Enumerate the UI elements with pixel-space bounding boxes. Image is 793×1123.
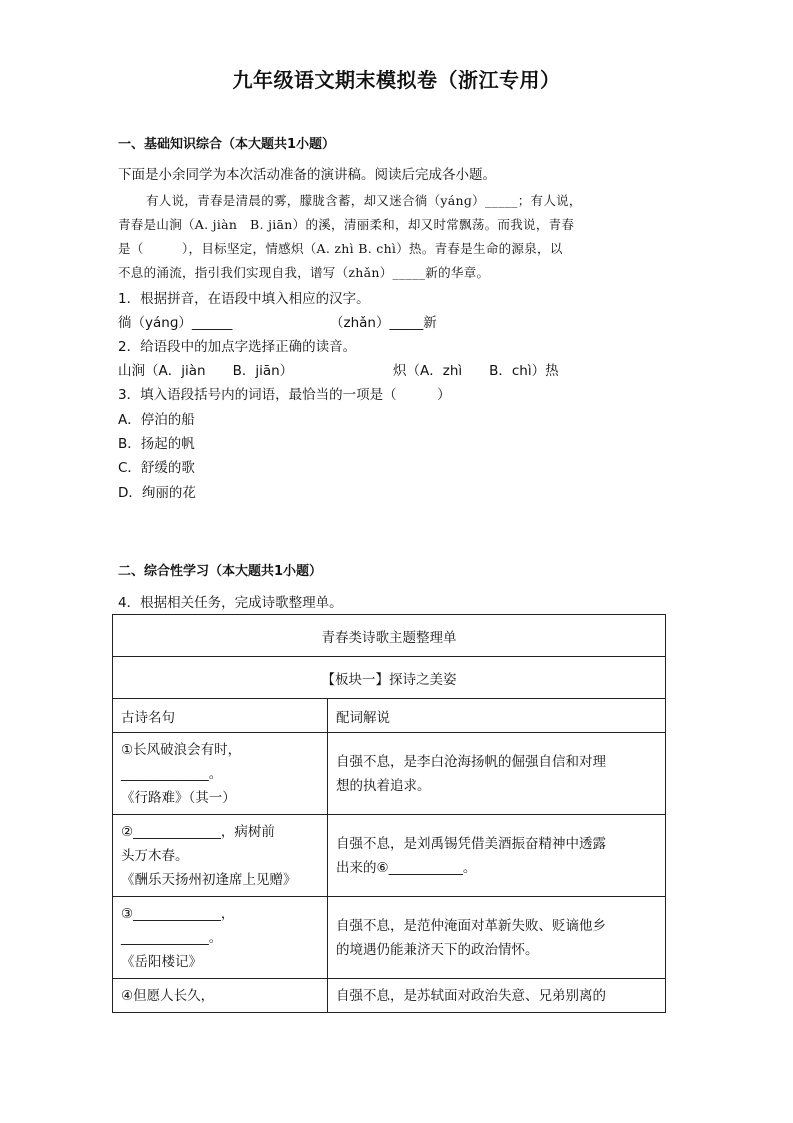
option-b: B．扬起的帆 xyxy=(118,436,195,452)
option-d: D．绚丽的花 xyxy=(118,485,196,501)
section1-intro: 下面是小余同学为本次活动准备的演讲稿。阅读后完成各小题。 xyxy=(118,167,496,183)
column-header-note: 配词解说 xyxy=(328,699,666,733)
table-row xyxy=(113,815,666,897)
note-cell: 自强不息，是李白沧海扬帆的倔强自信和对理 想的执着追求。 xyxy=(328,733,666,815)
option-c: C．舒缓的歌 xyxy=(118,460,195,476)
poem-cell: ②_____________，病树前 头万木春。 《酬乐天扬州初逢席上见赠》 xyxy=(113,815,328,897)
note-cell: 自强不息，是刘禹锡凭借美酒振奋精神中透露 出来的⑥___________。 xyxy=(328,815,666,897)
column-header-poem: 古诗名句 xyxy=(113,699,328,733)
section1-heading: 一、基础知识综合（本大题共1小题） xyxy=(118,137,336,152)
q2-option-jian: 山涧（A．jiàn B．jiān） xyxy=(118,363,294,379)
q2-option-chi: 炽（A．zhì B．chì）热 xyxy=(393,363,559,379)
poem-cell: ③_____________， _____________。 《岳阳楼记》 xyxy=(113,897,328,979)
table-block-heading: 【板块一】探诗之美姿 xyxy=(113,657,666,699)
table-row xyxy=(113,733,666,815)
poem-cell: ①长风破浪会有时， _____________。 《行路难》（其一） xyxy=(113,733,328,815)
question-2: 2．给语段中的加点字选择正确的读音。 xyxy=(118,339,357,355)
question-3: 3．填入语段括号内的词语，最恰当的一项是（ ） xyxy=(118,387,451,403)
note-cell: 自强不息，是苏轼面对政治失意、兄弟别离的 xyxy=(328,979,666,1013)
q1-blank-yang: 徜（yánɡ）______ xyxy=(118,315,233,331)
note-cell: 自强不息，是范仲淹面对革新失败、贬谪他乡 的境遇仍能兼济天下的政治情怀。 xyxy=(328,897,666,979)
poem-worksheet-table xyxy=(112,614,666,1013)
poem-cell: ④但愿人长久， xyxy=(113,979,328,1013)
speech-line: 不息的涌流，指引我们实现自我，谱写（zhǎn）_____新的华章。 xyxy=(118,265,490,280)
speech-line: 青春是山涧（A. jiàn B. jiān）的溪，清丽柔和，却又时常飘荡。而我说，青春 xyxy=(118,217,575,232)
table-row xyxy=(113,979,666,1013)
question-4: 4．根据相关任务，完成诗歌整理单。 xyxy=(118,595,343,611)
question-1: 1．根据拼音，在语段中填入相应的汉字。 xyxy=(118,291,370,307)
section2-heading: 二、综合性学习（本大题共1小题） xyxy=(118,564,323,579)
q1-blank-zhan: （zhǎn）_____新 xyxy=(330,315,437,331)
speech-line: 是（ ），目标坚定，情感炽（A. zhì B. chì）热。青春是生命的源泉，以 xyxy=(118,241,563,256)
table-title: 青春类诗歌主题整理单 xyxy=(113,615,666,657)
table-row xyxy=(113,897,666,979)
page-title: 九年级语文期末模拟卷（浙江专用） xyxy=(232,68,561,92)
option-a: A．停泊的船 xyxy=(118,412,195,428)
speech-line: 有人说，青春是清晨的雾，朦胧含蓄，却又迷合徜（yánɡ）_____；有人说， xyxy=(146,193,582,208)
